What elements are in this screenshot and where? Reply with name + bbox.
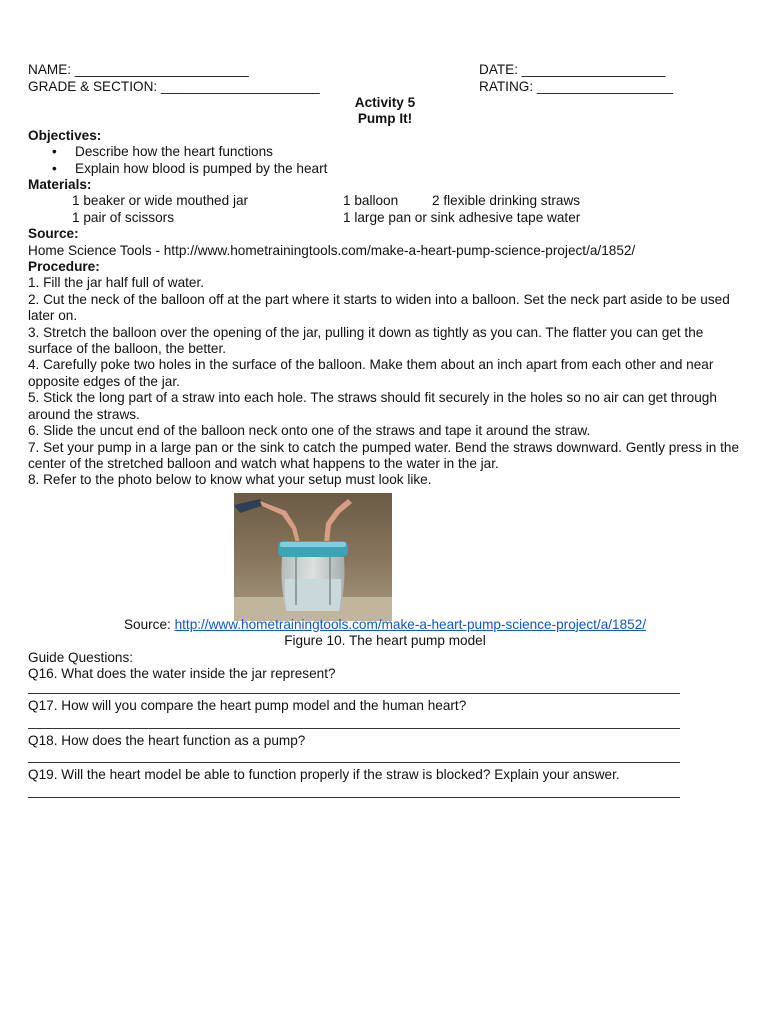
name-field: NAME: _______________________ xyxy=(28,62,249,77)
guide-question: Q17. How will you compare the heart pump model and the human heart? xyxy=(28,698,467,714)
objective-item: • Explain how blood is pumped by the heart xyxy=(75,161,742,177)
material-item: 1 beaker or wide mouthed jar xyxy=(72,193,249,209)
materials-heading: Materials: xyxy=(28,177,92,193)
answer-line xyxy=(28,727,680,729)
objective-item: • Describe how the heart functions xyxy=(75,144,742,160)
activity-number: Activity 5 xyxy=(354,95,416,110)
worksheet xyxy=(28,62,742,802)
materials-row xyxy=(28,210,742,226)
procedure-step: 1. Fill the jar half full of water. xyxy=(28,275,205,291)
objectives-list xyxy=(28,144,742,177)
source-text: Home Science Tools - http://www.hometrainingtools.com/make-a-heart-pump-science-project/a/1852/ xyxy=(28,242,636,258)
material-item: 2 flexible drinking straws xyxy=(432,193,581,209)
procedure-step: 4. Carefully poke two holes in the surface of the balloon. Make them about an inch apart from each other and near opposite edges of the jar. xyxy=(28,357,714,389)
guide-question: Q16. What does the water inside the jar represent? xyxy=(28,665,336,681)
figure-source-link[interactable]: http://www.hometrainingtools.com/make-a-heart-pump-science-project/a/1852/ xyxy=(174,616,647,632)
answer-line xyxy=(28,796,680,798)
procedure-step: 7. Set your pump in a large pan or the sink to catch the pumped water. Bend the straws downward. Gently press in the center of the stretched balloon and watch what happens to the water in the jar. xyxy=(28,439,740,471)
procedure-step: 6. Slide the uncut end of the balloon neck onto one of the straws and tape it around the straw. xyxy=(28,423,591,439)
materials-row xyxy=(28,193,742,209)
date-field: DATE: ___________________ xyxy=(479,62,666,77)
answer-line xyxy=(28,761,680,763)
header-fields xyxy=(28,62,742,95)
figure-source-label: Source: xyxy=(123,616,175,632)
figure-source xyxy=(28,617,742,633)
material-item: 1 pair of scissors xyxy=(72,209,174,225)
guide-question: Q19. Will the heart model be able to function properly if the straw is blocked? Explain your answer. xyxy=(28,767,620,783)
procedure-step: 2. Cut the neck of the balloon off at the part where it starts to widen into a balloon. Set the neck part aside to be used later on. xyxy=(28,291,730,324)
grade-section-field: GRADE & SECTION: _____________________ xyxy=(28,79,320,94)
objectives-heading: Objectives: xyxy=(28,127,102,143)
guide-question: Q18. How does the heart function as a pump? xyxy=(28,732,306,748)
guide-questions-heading: Guide Questions: xyxy=(28,649,134,665)
procedure-heading: Procedure: xyxy=(28,259,100,275)
material-item: 1 large pan or sink adhesive tape water xyxy=(343,209,581,225)
activity-title: Pump It! xyxy=(357,111,413,127)
rating-field: RATING: __________________ xyxy=(479,79,673,94)
heart-pump-photo xyxy=(234,493,392,621)
procedure-step: 3. Stretch the balloon over the opening of the jar, pulling it down as tightly as you can. The flatter you can get the surface of the balloon, the better. xyxy=(28,324,704,357)
procedure-step: 8. Refer to the photo below to know what your setup must look like. xyxy=(28,472,432,488)
procedure-step: 5. Stick the long part of a straw into each hole. The straws should fit securely in the holes so no air can get through around the straws. xyxy=(28,390,717,422)
answer-line xyxy=(28,692,680,694)
figure-caption: Figure 10. The heart pump model xyxy=(284,633,486,649)
material-item: 1 balloon xyxy=(343,193,399,209)
source-heading: Source: xyxy=(28,226,79,242)
